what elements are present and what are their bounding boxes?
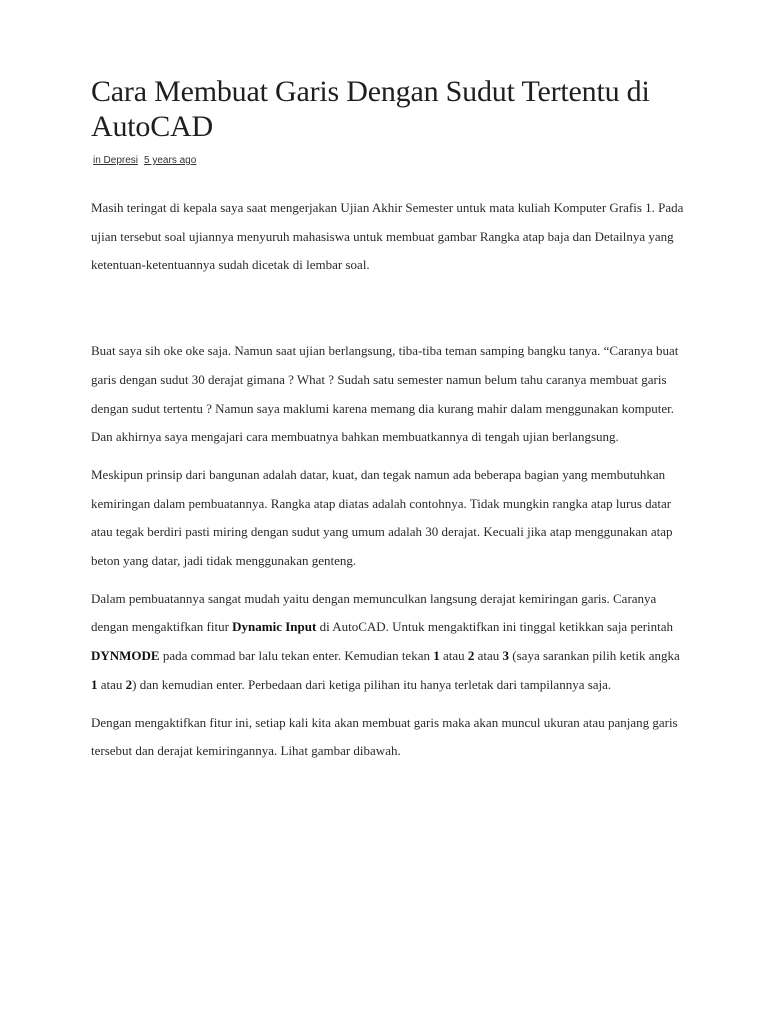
paragraph-3: Meskipun prinsip dari bangunan adalah datar, kuat, dan tegak namun ada beberapa bagian yang membutuhkan kemiringan dalam pembuatannya. Rangka atap diatas adalah contohnya. Tidak mungkin rangka atap lurus datar atau tegak berdiri pasti miring dengan sudut yang umum adalah 30 derajat. Kecuali jika atap menggunakan atap beton yang datar, jadi tidak menggunakan genteng. bbox=[91, 466, 673, 569]
text-span: pada commad bar lalu tekan enter. Kemudian tekan bbox=[159, 648, 434, 664]
bold-dynamic-input: Dynamic Input bbox=[232, 619, 317, 635]
bold-number: 1 bbox=[433, 648, 440, 664]
text-span: atau bbox=[474, 648, 503, 664]
text-span: (saya sarankan pilih ketik angka bbox=[509, 648, 680, 664]
bold-number: 3 bbox=[502, 648, 510, 664]
text-span: di AutoCAD. Untuk mengaktifkan ini tinggal ketikkan saja perintah bbox=[316, 619, 674, 635]
article-meta bbox=[93, 154, 684, 168]
text-span: atau bbox=[439, 648, 468, 664]
timestamp-link[interactable]: 5 years ago bbox=[144, 155, 197, 166]
bold-number: 2 bbox=[467, 648, 475, 664]
paragraph-1: Masih teringat di kepala saya saat mengerjakan Ujian Akhir Semester untuk mata kuliah Komputer Grafis 1. Pada ujian tersebut soal ujiannya menyuruh mahasiswa untuk membuat gambar Rangka atap baja dan Detailnya yang ketentuan-ketentuannya sudah dicetak di lembar soal. bbox=[91, 200, 684, 273]
bold-number: 2 bbox=[125, 676, 133, 692]
article-title: Cara Membuat Garis Dengan Sudut Tertentu di AutoCAD bbox=[91, 75, 650, 143]
text-span: atau bbox=[97, 676, 126, 692]
article-body bbox=[91, 194, 684, 766]
paragraph-4 bbox=[91, 585, 684, 700]
category-link[interactable]: in Depresi bbox=[93, 155, 139, 166]
text-span: Dalam pembuatannya sangat mudah yaitu dengan memunculkan langsung derajat kemiringan garis. Caranya dengan mengaktifkan fitur bbox=[91, 590, 657, 635]
text-span: ) dan kemudian enter. Perbedaan dari ketiga pilihan itu hanya terletak dari tampilannya saja. bbox=[132, 676, 612, 692]
bold-dynmode: DYNMODE bbox=[91, 648, 160, 664]
paragraph-2: Buat saya sih oke oke saja. Namun saat ujian berlangsung, tiba-tiba teman samping bangku tanya. “Caranya buat garis dengan sudut 30 derajat gimana ? What ? Sudah satu semester namun belum tahu caranya membuat garis dengan sudut tertentu ? Namun saya maklumi karena memang dia kurang mahir dalam menggunakan komputer. Dan akhirnya saya mengajari cara membuatnya bahkan membuatkannya di tengah ujian berlangsung. bbox=[91, 343, 679, 445]
bold-number: 1 bbox=[91, 676, 98, 692]
paragraph-5: Dengan mengaktifkan fitur ini, setiap kali kita akan membuat garis maka akan muncul ukuran atau panjang garis tersebut dan derajat kemiringannya. Lihat gambar dibawah. bbox=[91, 714, 678, 759]
